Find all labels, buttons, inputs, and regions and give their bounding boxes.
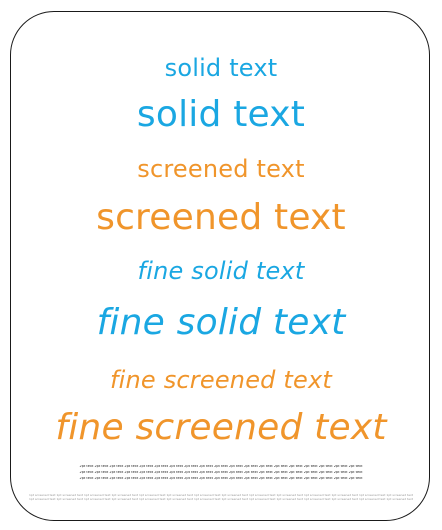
fine-screened-text-large: fine screened text [55,407,387,448]
micro-text-row-1: 2pt text 2pt text 2pt text 2pt text 2pt text 2pt text 2pt text 2pt text 2pt text 2pt text 2pt text 2pt text 2pt text 2pt text 2pt text 2pt text 2pt text 2pt text 2pt text [79,465,363,468]
fine-micro-text-row-1: 1pt screened text 1pt screened text 1pt screened text 1pt screened text 1pt screened text 1pt screened text 1pt screened text 1pt screened text 1pt screened text 1pt screened text 1pt screened text 1pt screened text 1pt screened text 1pt screened text [29,494,413,497]
screened-text-large: screened text [96,197,346,238]
fine-screened-text-small: fine screened text [109,366,333,394]
micro-text-row-3: 2pt text 2pt text 2pt text 2pt text 2pt text 2pt text 2pt text 2pt text 2pt text 2pt text 2pt text 2pt text 2pt text 2pt text 2pt text 2pt text 2pt text 2pt text 2pt text [79,477,363,480]
fine-micro-text-row-2: 1pt screened text 1pt screened text 1pt screened text 1pt screened text 1pt screened text 1pt screened text 1pt screened text 1pt screened text 1pt screened text 1pt screened text 1pt screened text 1pt screened text 1pt screened text 1pt screened text [29,498,413,501]
micro-text-row-2: 2pt text 2pt text 2pt text 2pt text 2pt text 2pt text 2pt text 2pt text 2pt text 2pt text 2pt text 2pt text 2pt text 2pt text 2pt text 2pt text 2pt text 2pt text 2pt text [79,471,363,474]
solid-text-small: solid text [164,54,278,82]
solid-text-large: solid text [136,94,306,135]
fine-solid-text-small: fine solid text [137,257,305,285]
fine-solid-text-large: fine solid text [96,302,346,343]
screened-text-small: screened text [137,155,305,183]
